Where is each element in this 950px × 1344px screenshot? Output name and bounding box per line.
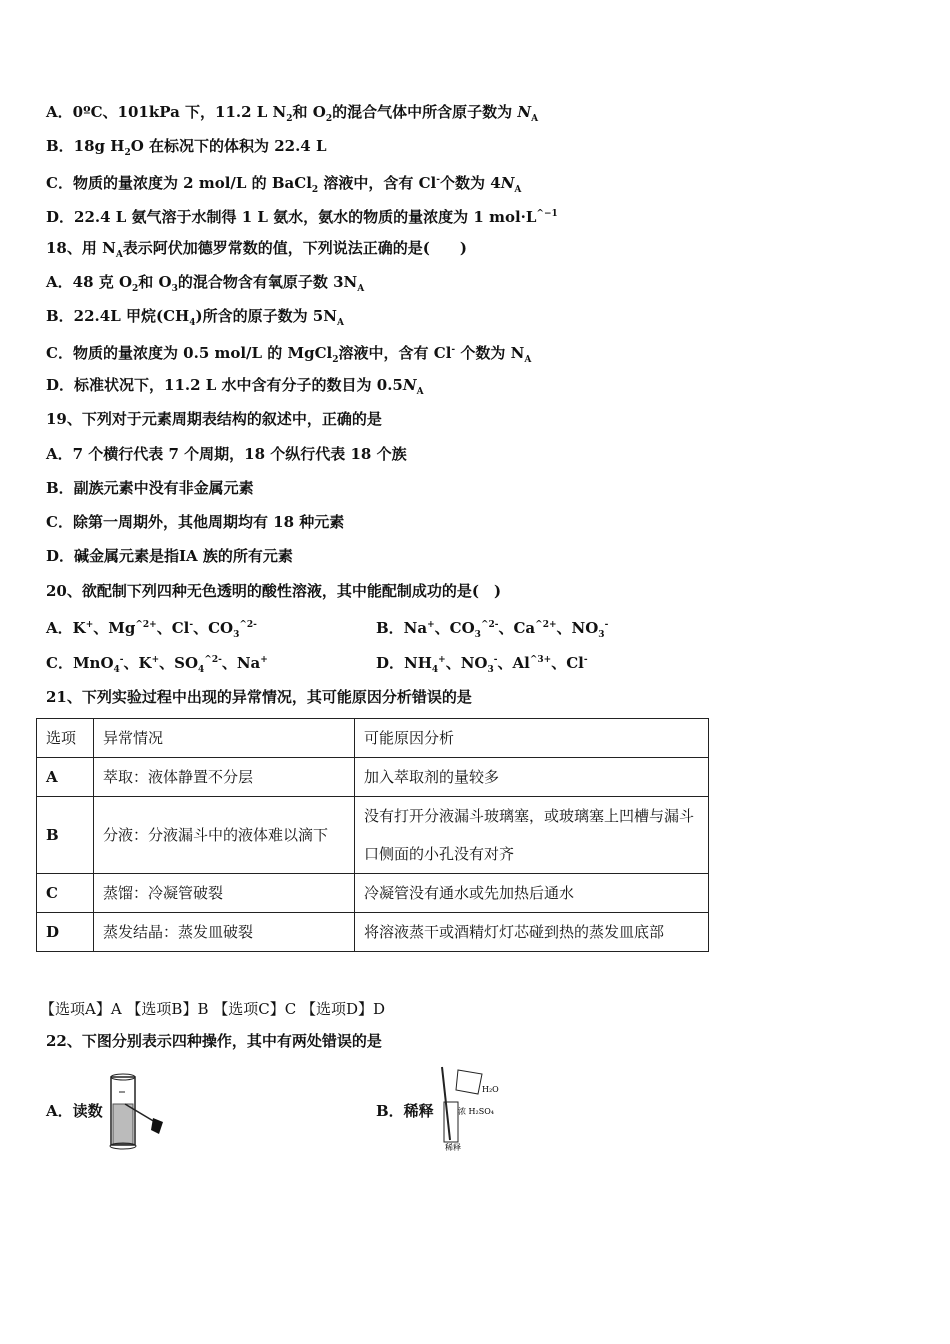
text-segment: A xyxy=(115,250,123,260)
text-segment: - xyxy=(451,345,456,355)
text-segment: 、Ca xyxy=(498,619,536,637)
text-line xyxy=(376,615,608,645)
text-segment: A．K xyxy=(46,619,86,637)
text-segment: 3 xyxy=(598,630,605,640)
header-cell: 异常情况 xyxy=(94,719,355,758)
text-segment: 4 xyxy=(189,318,196,328)
text-line xyxy=(46,375,424,402)
text-segment: 、NO xyxy=(556,619,599,637)
text-segment: 2 xyxy=(332,355,339,365)
text-line xyxy=(46,1101,103,1121)
text-line xyxy=(46,102,538,129)
text-segment: - xyxy=(436,175,441,185)
text-segment: C．物质的量浓度为 0.5 mol/L 的 MgCl xyxy=(46,344,333,362)
text-segment: 4 xyxy=(198,665,205,675)
text-line xyxy=(46,615,257,645)
text-segment: 、Na xyxy=(221,654,261,672)
table-row xyxy=(37,758,709,797)
text-segment: A xyxy=(531,114,539,124)
text-segment: A xyxy=(357,284,365,294)
text-segment: 个数为 4 xyxy=(440,174,501,192)
text-line xyxy=(46,546,293,566)
text-line xyxy=(46,650,268,680)
text-line xyxy=(46,512,344,532)
text-segment: - xyxy=(493,655,498,665)
header-cell: 可能原因分析 xyxy=(355,719,709,758)
text-segment: ^2- xyxy=(480,620,499,630)
text-segment: B．稀释 xyxy=(376,1102,434,1120)
text-segment: A xyxy=(336,318,344,328)
table-row xyxy=(37,797,709,874)
text-segment: 、Cl xyxy=(156,619,190,637)
text-segment: A．48 克 O xyxy=(46,273,133,291)
text-line xyxy=(46,272,364,299)
text-segment: + xyxy=(151,655,160,665)
text-segment: ^−1 xyxy=(536,209,558,219)
text-segment: B．副族元素中没有非金属元素 xyxy=(46,479,254,497)
reason-cell: 加入萃取剂的量较多 xyxy=(355,758,709,797)
text-segment: 个数为 N xyxy=(455,344,525,362)
text-segment: 的混合气体中所含原子数为 xyxy=(332,103,518,121)
text-segment: 2 xyxy=(311,185,319,195)
text-segment: 22、下图分别表示四种操作，其中有两处错误的是 xyxy=(46,1032,382,1050)
reason-cell: 没有打开分液漏斗玻璃塞，或玻璃塞上凹槽与漏斗口侧面的小孔没有对齐 xyxy=(355,797,709,874)
text-segment: A xyxy=(514,185,522,195)
situation-cell: 蒸馏：冷凝管破裂 xyxy=(94,874,355,913)
text-segment: 、Mg xyxy=(93,619,136,637)
text-segment: B．Na xyxy=(376,619,428,637)
situation-cell: 分液：分液漏斗中的液体难以滴下 xyxy=(94,797,355,874)
analysis-table xyxy=(36,718,709,952)
text-segment: N xyxy=(517,103,532,121)
graduated-cylinder-figure xyxy=(105,1072,175,1152)
text-segment: 、Cl xyxy=(551,654,584,672)
option-cell: C xyxy=(37,874,94,913)
table-row xyxy=(37,874,709,913)
text-segment: C．除第一周期外，其他周期均有 18 种元素 xyxy=(46,513,345,531)
text-segment: 溶液中，含有 Cl xyxy=(318,174,437,192)
text-segment: 3 xyxy=(487,665,494,675)
text-segment: 、Al xyxy=(497,654,530,672)
text-segment: - xyxy=(604,620,609,630)
text-segment: ^2+ xyxy=(535,620,557,630)
option-cell: B xyxy=(37,797,94,874)
text-segment: A．7 个横行代表 7 个周期，18 个纵行代表 18 个族 xyxy=(46,445,407,463)
text-segment: 表示阿伏加德罗常数的值，下列说法正确的是( ) xyxy=(122,239,467,257)
text-segment: A xyxy=(524,355,532,365)
text-segment: D．碱金属元素是指ⅠA 族的所有元素 xyxy=(46,547,293,565)
text-line xyxy=(46,444,407,464)
figure-caption: 稀释 xyxy=(445,1143,461,1152)
header-cell: 选项 xyxy=(37,719,94,758)
text-segment: 和 O xyxy=(292,103,326,121)
text-segment: A xyxy=(416,387,424,397)
text-line xyxy=(46,409,382,429)
text-line xyxy=(46,687,472,707)
text-segment: 2 xyxy=(325,114,333,124)
text-segment: 19、下列对于元素周期表结构的叙述中，正确的是 xyxy=(46,410,382,428)
text-segment: 、SO xyxy=(159,654,199,672)
text-segment: C．物质的量浓度为 2 mol/L 的 BaCl xyxy=(46,174,312,192)
text-line xyxy=(46,340,531,370)
text-segment: N xyxy=(402,376,417,394)
option-cell: D xyxy=(37,913,94,952)
situation-cell: 蒸发结晶：蒸发皿破裂 xyxy=(94,913,355,952)
text-segment: A．0ºC、101kPa 下，11.2 L N xyxy=(46,103,287,121)
text-line xyxy=(46,1031,382,1051)
text-segment: 2 xyxy=(124,148,131,158)
text-segment: - xyxy=(189,620,194,630)
text-line xyxy=(46,170,521,200)
text-segment: D．22.4 L 氨气溶于水制得 1 L 氨水，氨水的物质的量浓度为 1 mol·L xyxy=(46,208,537,226)
text-segment: 4 xyxy=(431,665,439,675)
text-segment: 3 xyxy=(171,284,178,294)
text-segment: 2 xyxy=(132,284,139,294)
text-segment: 2 xyxy=(286,114,293,124)
text-line xyxy=(46,204,558,227)
dilution-figure xyxy=(440,1062,510,1152)
situation-cell: 萃取：液体静置不分层 xyxy=(94,758,355,797)
text-line xyxy=(376,1101,434,1121)
text-segment: + xyxy=(427,620,435,630)
text-segment: ^3+ xyxy=(529,655,552,665)
text-segment: 、NO xyxy=(445,654,488,672)
text-segment: + xyxy=(438,655,446,665)
text-line xyxy=(46,306,344,333)
text-line xyxy=(376,650,588,680)
option-cell: A xyxy=(37,758,94,797)
text-segment: C．MnO xyxy=(46,654,114,672)
reason-cell: 冷凝管没有通水或先加热后通水 xyxy=(355,874,709,913)
text-segment: O 在标况下的体积为 22.4 L xyxy=(130,137,327,155)
text-line xyxy=(46,581,501,601)
text-segment: B．18g H xyxy=(46,137,125,155)
text-segment: ^2+ xyxy=(135,620,157,630)
h2o-label: H₂O xyxy=(482,1085,499,1094)
text-segment: 、CO xyxy=(434,619,475,637)
text-segment: B．22.4L 甲烷(CH xyxy=(46,307,190,325)
text-segment: 4 xyxy=(113,665,120,675)
text-segment: D．NH xyxy=(376,654,432,672)
answer-options: 【选项A】A 【选项B】B 【选项C】C 【选项D】D xyxy=(40,1000,386,1018)
text-segment: - xyxy=(583,655,588,665)
reason-cell: 将溶液蒸干或酒精灯灯芯碰到热的蒸发皿底部 xyxy=(355,913,709,952)
text-segment: )所含的原子数为 5N xyxy=(195,307,337,325)
text-segment: D．标准状况下，11.2 L 水中含有分子的数目为 0.5 xyxy=(46,376,403,394)
text-segment: ^2- xyxy=(239,620,257,630)
text-segment: A．读数 xyxy=(46,1102,103,1120)
text-segment: 3 xyxy=(233,630,240,640)
text-segment: ^2- xyxy=(204,655,222,665)
table-header-row xyxy=(37,719,709,758)
text-segment: 、K xyxy=(123,654,152,672)
text-line xyxy=(46,136,327,163)
text-segment: + xyxy=(85,620,94,630)
text-segment: N xyxy=(500,174,515,192)
text-segment: 18、用 N xyxy=(46,239,116,257)
text-segment: 溶液中，含有 Cl xyxy=(338,344,452,362)
text-segment: - xyxy=(119,655,124,665)
text-line xyxy=(46,238,467,265)
text-segment: 20、欲配制下列四种无色透明的酸性溶液，其中能配制成功的是( ) xyxy=(46,582,502,600)
text-segment: 21、下列实验过程中出现的异常情况，其可能原因分析错误的是 xyxy=(46,688,472,706)
table-row xyxy=(37,913,709,952)
text-segment: 的混合物含有氧原子数 3N xyxy=(177,273,358,291)
text-segment: + xyxy=(260,655,268,665)
acid-label: 浓 H₂SO₄ xyxy=(458,1107,494,1116)
text-segment: 、CO xyxy=(193,619,234,637)
text-line xyxy=(46,478,254,498)
text-segment: 3 xyxy=(474,630,481,640)
text-segment: 和 O xyxy=(138,273,172,291)
